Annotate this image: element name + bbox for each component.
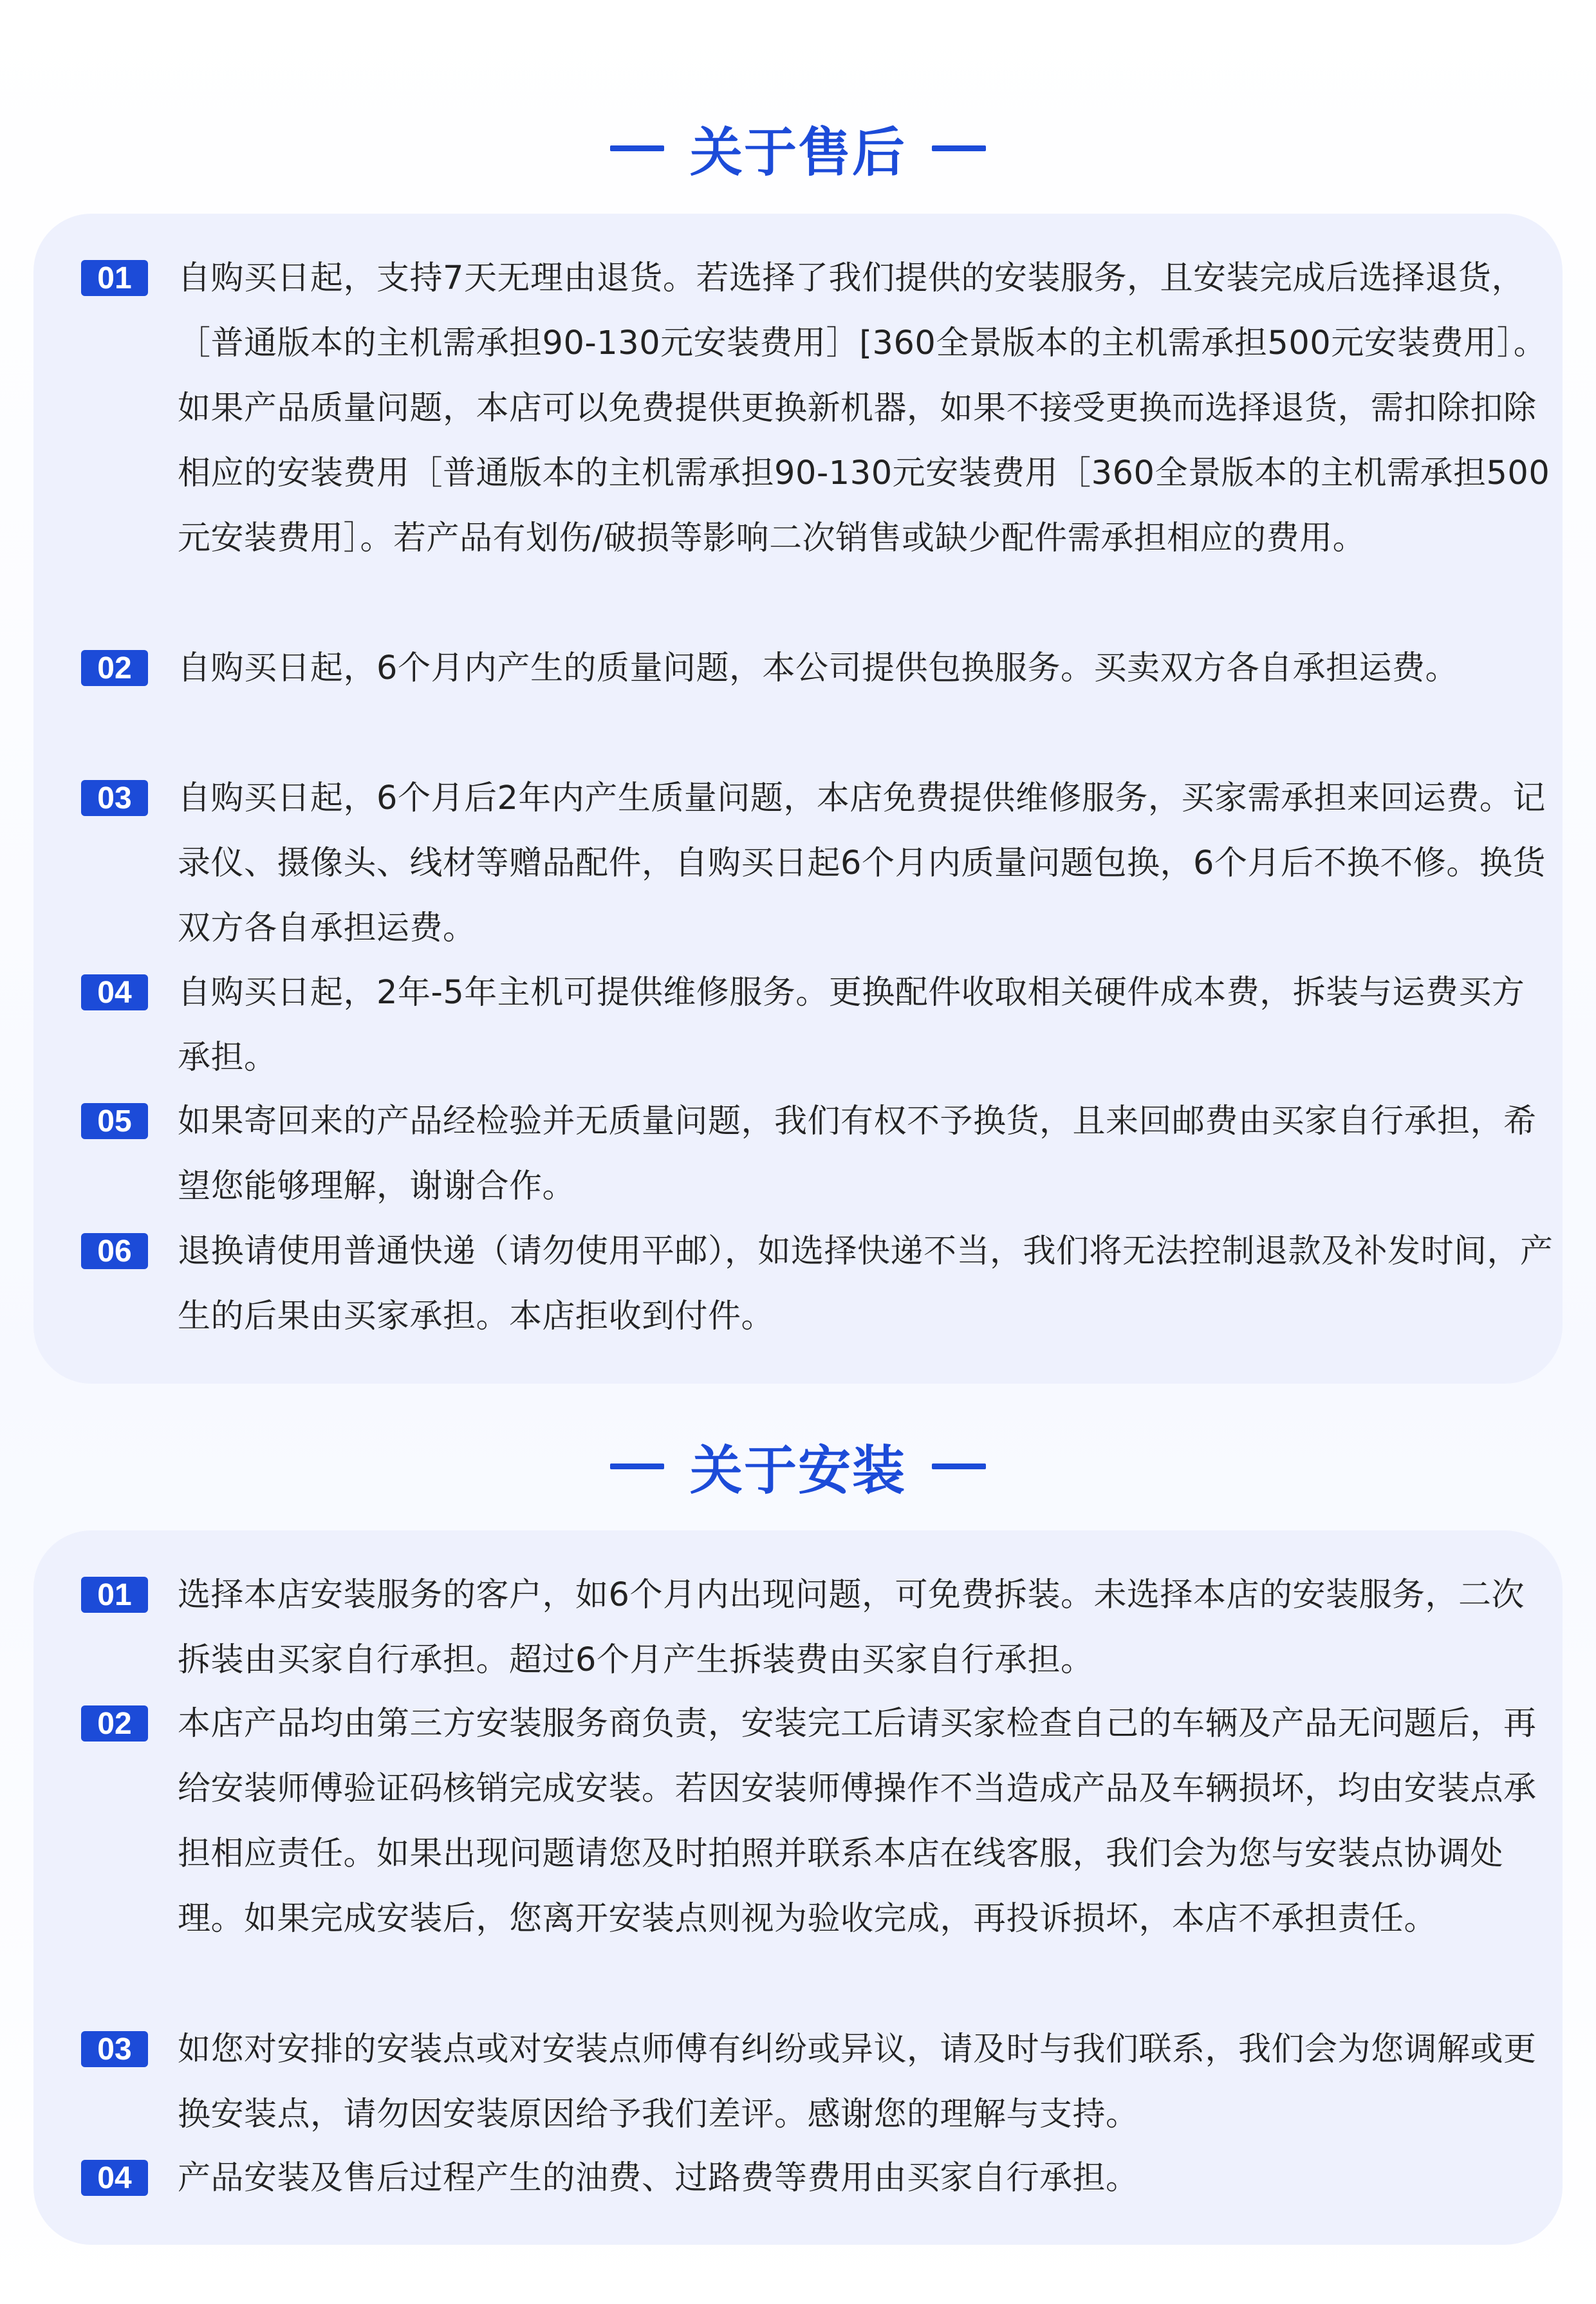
item-number-badge: 02 xyxy=(81,1705,148,1742)
installation-item-02 xyxy=(33,1691,1555,1951)
after-sales-card xyxy=(33,214,1563,1384)
item-text: 自购买日起，6个月内产生的质量问题，本公司提供包换服务。买卖双方各自承担运费。 xyxy=(178,649,1458,687)
installation-item-04 xyxy=(33,2146,1555,2211)
installation-card xyxy=(33,1530,1563,2245)
item-number-badge: 06 xyxy=(81,1233,148,1269)
item-text: 本店产品均由第三方安装服务商负责，安装完工后请买家检查自己的车辆及产品无问题后，再给安装师傅验证码核销完成安装。若因安装师傅操作不当造成产品及车辆损坏，均由安装点承担相应责任。如果出现问题请您及时拍照并联系本店在线客服，我们会为您与安装点协调处理。如果完成安装后，您离开安装点则视为验收完成，再投诉损坏，本店不承担责任。 xyxy=(178,1705,1537,1938)
title-dash-left xyxy=(610,145,664,151)
after-sales-item-04 xyxy=(33,960,1555,1090)
installation-heading xyxy=(0,1427,1596,1505)
item-text: 退换请使用普通快递（请勿使用平邮），如选择快递不当，我们将无法控制退款及补发时间，产生的后果由买家承担。本店拒收到付件。 xyxy=(178,1232,1554,1335)
title-dash-right xyxy=(932,1463,986,1469)
after-sales-title: 关于售后 xyxy=(689,122,906,183)
item-text: 如果寄回来的产品经检验并无质量问题，我们有权不予换货，且来回邮费由买家自行承担，希望您能够理解，谢谢合作。 xyxy=(178,1102,1537,1205)
item-number-badge: 01 xyxy=(81,1577,148,1613)
item-number-badge: 02 xyxy=(81,650,148,686)
after-sales-item-05 xyxy=(33,1089,1555,1219)
installation-title: 关于安装 xyxy=(689,1440,906,1501)
installation-item-01 xyxy=(33,1563,1555,1693)
after-sales-item-03 xyxy=(33,766,1555,961)
item-text: 自购买日起，6个月后2年内产生质量问题，本店免费提供维修服务，买家需承担来回运费。记录仪、摄像头、线材等赠品配件，自购买日起6个月内质量问题包换，6个月后不换不修。换货双方各自承担运费。 xyxy=(178,779,1546,947)
item-number-badge: 05 xyxy=(81,1103,148,1139)
item-number-badge: 03 xyxy=(81,2031,148,2067)
item-number-badge: 04 xyxy=(81,974,148,1010)
after-sales-item-02 xyxy=(33,636,1555,701)
after-sales-item-01 xyxy=(33,246,1555,571)
title-dash-left xyxy=(610,1463,664,1469)
title-dash-right xyxy=(932,145,986,151)
item-text: 自购买日起，2年-5年主机可提供维修服务。更换配件收取相关硬件成本费，拆装与运费买方承担。 xyxy=(178,974,1525,1077)
after-sales-item-06 xyxy=(33,1219,1555,1349)
installation-item-03 xyxy=(33,2017,1555,2147)
item-number-badge: 04 xyxy=(81,2160,148,2196)
item-text: 如您对安排的安装点或对安装点师傅有纠纷或异议，请及时与我们联系，我们会为您调解或更换安装点，请勿因安装原因给予我们差评。感谢您的理解与支持。 xyxy=(178,2030,1537,2133)
item-number-badge: 03 xyxy=(81,780,148,816)
item-number-badge: 01 xyxy=(81,260,148,296)
item-text: 自购买日起，支持7天无理由退货。若选择了我们提供的安装服务，且安装完成后选择退货，［普通版本的主机需承担90-130元安装费用］[360全景版本的主机需承担500元安装费用］。如果产品质量问题，本店可以免费提供更换新机器，如果不接受更换而选择退货，需扣除扣除相应的安装费用［普通版本的主机需承担90-130元安装费用［360全景版本的主机需承担500元安装费用］。若产品有划伤/破损等影响二次销售或缺少配件需承担相应的费用。 xyxy=(178,259,1550,557)
item-text: 选择本店安装服务的客户，如6个月内出现问题，可免费拆装。未选择本店的安装服务，二次拆装由买家自行承担。超过6个月产生拆装费由买家自行承担。 xyxy=(178,1576,1525,1679)
item-text: 产品安装及售后过程产生的油费、过路费等费用由买家自行承担。 xyxy=(178,2159,1139,2197)
after-sales-heading xyxy=(0,109,1596,187)
